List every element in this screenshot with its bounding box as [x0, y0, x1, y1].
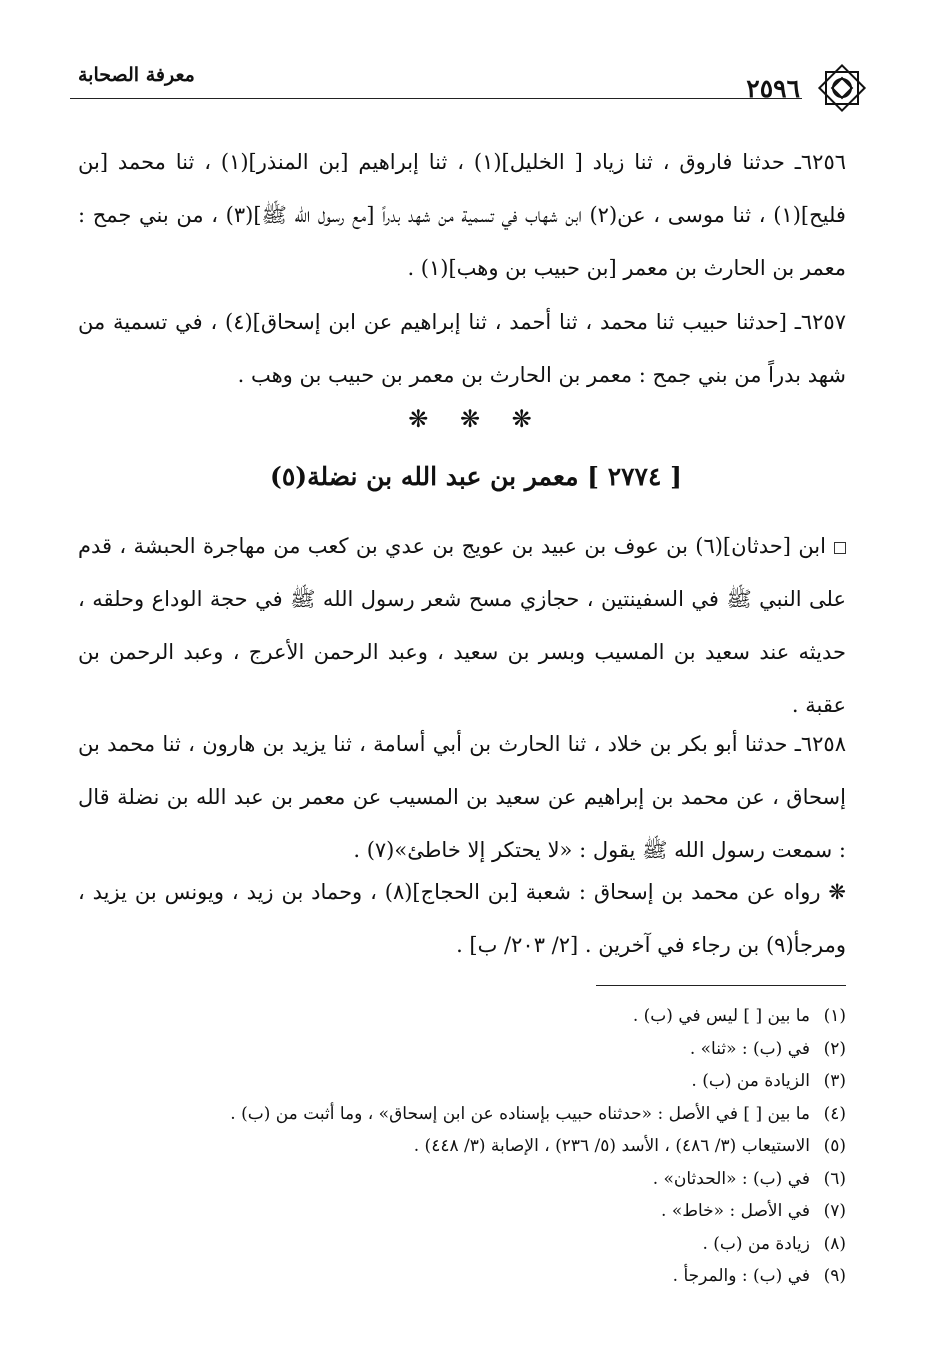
footnote-number: (٨)	[823, 1233, 846, 1254]
footnote-item	[120, 1033, 846, 1066]
hadith-paragraph: ٦٢٥٧ـ [حدثنا حبيب ثنا محمد ، ثنا أحمد ، ثنا إبراهيم عن ابن إسحاق](٤) ، في تسمية من شهد بدراً من بني جمح : معمر بن الحارث بن معمر بن حبيب بن وهب .	[78, 310, 846, 387]
footnote-number: (٦)	[823, 1168, 846, 1189]
biography-paragraph	[78, 520, 846, 732]
hadith-6258	[78, 718, 846, 877]
footnote-text: في (ب) : «الحدثان» .	[652, 1168, 810, 1189]
footnote-rule	[596, 985, 846, 986]
footnote-text: في (ب) : «ثنا» .	[689, 1038, 810, 1059]
footnotes-list	[120, 1000, 846, 1293]
running-title: معرفة الصحابة	[78, 64, 195, 86]
entry-heading: [ ٢٧٧٤ ] معمر بن عبد الله بن نضلة(٥)	[270, 462, 682, 491]
footnote-number: (١)	[823, 1006, 846, 1026]
footnote-text: في (ب) : والمرجأ .	[672, 1266, 810, 1286]
narration-paragraph: ❋ رواه عن محمد بن إسحاق : شعبة [بن الحجاج](٨) ، وحماد بن زيد ، ويونس بن يزيد ، ومرجأ(٩) بن رجاء في آخرين . [٢/ ٢٠٣/ ب] .	[78, 880, 846, 957]
footnote-text: الزيادة من (ب) .	[691, 1071, 810, 1091]
footnote-text: زيادة من (ب) .	[702, 1233, 810, 1254]
footnote-number: (٢)	[823, 1038, 846, 1059]
footnote-number: (٧)	[823, 1201, 846, 1221]
footnote-text: في الأصل : «خاط» .	[661, 1201, 810, 1221]
narration-note	[78, 866, 846, 972]
square-bullet-icon	[834, 542, 846, 554]
header-rule	[70, 98, 802, 99]
footnote-number: (٩)	[823, 1266, 846, 1286]
section-separator: ❋ ❋ ❋	[408, 405, 544, 433]
footnote-number: (٣)	[823, 1071, 846, 1091]
footnote-item	[120, 1228, 846, 1261]
footnote-item	[120, 1195, 846, 1228]
footnote-item	[120, 1065, 846, 1098]
footnote-number: (٤)	[823, 1103, 846, 1124]
hadith-paragraph: ٦٢٥٦ـ حدثنا فاروق ، ثنا زياد [ الخليل](١) ، ثنا إبراهيم [بن المنذر](١) ، ثنا محمد [بن فليح](١) ، ثنا موسى ، عن(٢) ابن شهاب في تسمية من شهد بدراً [مع رسول الله ﷺ](٣) ، من بني جمح : معمر بن الحارث بن معمر [بن حبيب بن وهب](١) .	[78, 150, 847, 280]
footnote-item	[120, 1163, 846, 1196]
footnote-item	[120, 1130, 846, 1163]
footnote-text: ما بين [ ] في الأصل : «حدثناه حبيب بإسناده عن ابن إسحاق» ، وما أثبت من (ب) .	[230, 1103, 810, 1124]
biography-section	[78, 520, 846, 732]
footnote-item	[120, 1260, 846, 1293]
hadith-6257	[78, 296, 846, 402]
hadith-paragraph: ٦٢٥٨ـ حدثنا أبو بكر بن خلاد ، ثنا الحارث بن أبي أسامة ، ثنا يزيد بن هارون ، ثنا محمد بن إسحاق ، عن محمد بن إبراهيم عن سعيد بن المسيب عن معمر بن عبد الله بن نضلة قال : سمعت رسول الله ﷺ يقول : «لا يحتكر إلا خاطئ»(٧) .	[78, 732, 846, 862]
star-ornament-icon	[812, 58, 872, 118]
biography-text: ابن [حدثان](٦) بن عوف بن عبيد بن عويج بن عدي بن كعب من مهاجرة الحبشة ، قدم على النبي ﷺ في السفينتين ، حجازي مسح شعر رسول الله ﷺ في حجة الوداع وحلقه ، حديثه عند سعيد بن المسيب وبسر بن سعيد ، وعبد الرحمن الأعرج ، وعبد الرحمن بن عقبة .	[78, 534, 846, 717]
footnote-number: (٥)	[823, 1136, 846, 1156]
hadith-6256	[78, 136, 846, 295]
footnote-text: الاستيعاب (٣/ ٤٨٦) ، الأسد (٥/ ٢٣٦) ، الإصابة (٣/ ٤٤٨) .	[413, 1136, 810, 1156]
footnote-item	[120, 1000, 846, 1033]
footnote-text: ما بين [ ] ليس في (ب) .	[632, 1006, 810, 1026]
page-number: ٢٥٩٦	[746, 74, 800, 103]
footnote-item	[120, 1098, 846, 1131]
